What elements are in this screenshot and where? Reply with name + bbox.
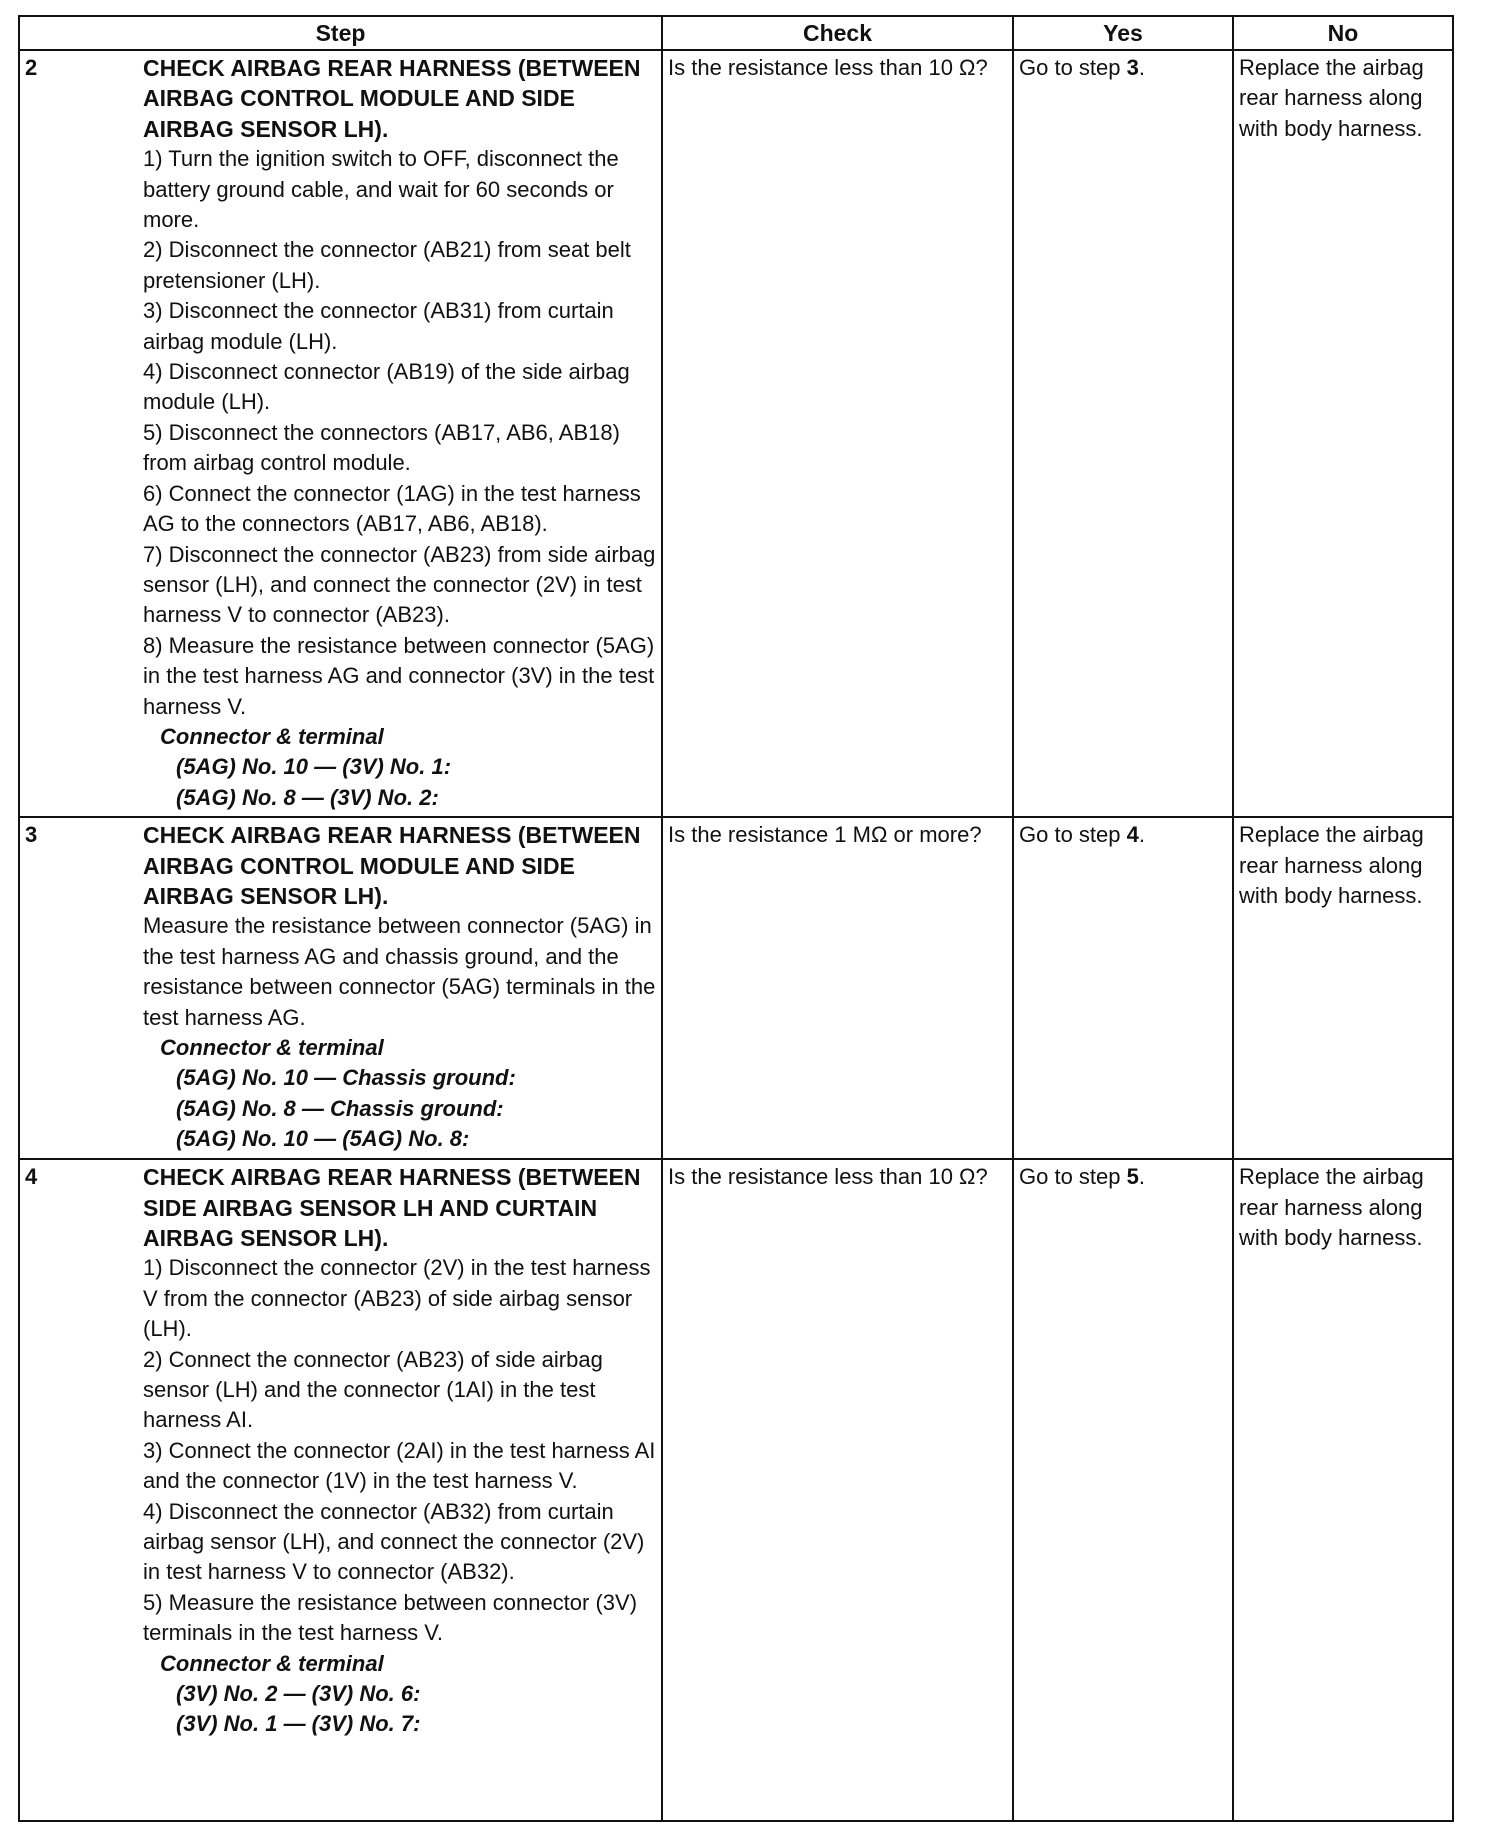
step-instruction: 2) Disconnect the connector (AB21) from seat belt pretensioner (LH). [143, 237, 631, 293]
step-instruction: 5) Disconnect the connectors (AB17, AB6, AB18) from airbag control module. [143, 419, 620, 476]
connector-terminal: (3V) No. 1 — (3V) No. 7: [176, 1711, 421, 1737]
step-number: 4 [25, 1164, 38, 1190]
yes-cell [1013, 50, 1233, 817]
step-instruction: 3) Disconnect the connector (AB31) from curtain airbag module (LH). [143, 298, 614, 354]
check-question: Is the resistance 1 MΩ or more? [668, 822, 982, 848]
yes-step-number: 5 [1126, 1164, 1139, 1190]
yes-cell [1013, 817, 1233, 1159]
step-body [143, 1162, 656, 1740]
connector-terminal: (5AG) No. 8 — (3V) No. 2: [176, 784, 439, 810]
step-cell [19, 1159, 662, 1821]
connector-terminal: (5AG) No. 8 — Chassis ground: [176, 1095, 504, 1121]
connector-terminal: (5AG) No. 10 — (3V) No. 1: [176, 754, 452, 780]
step-body [143, 820, 656, 1154]
step-title: CHECK AIRBAG REAR HARNESS (BETWEEN SIDE AIRBAG SENSOR LH AND CURTAIN AIRBAG SENSOR LH). [143, 1164, 641, 1251]
connector-terminal: (3V) No. 2 — (3V) No. 6: [176, 1681, 421, 1707]
step-title: CHECK AIRBAG REAR HARNESS (BETWEEN AIRBAG CONTROL MODULE AND SIDE AIRBAG SENSOR LH). [143, 822, 641, 909]
step-cell [19, 50, 662, 817]
connector-heading: Connector & terminal [160, 1650, 384, 1676]
step-instruction: 5) Measure the resistance between connector (3V) terminals in the test harness V. [143, 1589, 638, 1646]
yes-step-number: 4 [1126, 822, 1139, 848]
step-instruction: 1) Disconnect the connector (2V) in the test harness V from the connector (AB23) of side airbag sensor (LH). [143, 1255, 651, 1342]
header-yes: Yes [1013, 16, 1233, 50]
yes-step-number: 3 [1126, 55, 1139, 80]
step-instruction: 4) Disconnect connector (AB19) of the side airbag module (LH). [143, 359, 630, 415]
step-body [143, 53, 656, 813]
table-row [19, 817, 1453, 1159]
connector-heading: Connector & terminal [160, 1035, 384, 1060]
step-number: 3 [25, 822, 38, 848]
step-instruction: 7) Disconnect the connector (AB23) from side airbag sensor (LH), and connect the connector (2V) in test harness V to connector (AB23). [143, 541, 656, 628]
step-instruction: 2) Connect the connector (AB23) of side airbag sensor (LH) and the connector (1AI) in the test harness AI. [143, 1346, 603, 1433]
header-step: Step [19, 16, 662, 50]
step-instruction: Measure the resistance between connector (5AG) in the test harness AG and chassis ground, and the resistance between connector (5AG) terminals in the test harness AG. [143, 913, 656, 1030]
check-question: Is the resistance less than 10 Ω? [668, 1164, 988, 1190]
step-instruction: 4) Disconnect the connector (AB32) from curtain airbag sensor (LH), and connect the connector (2V) in test harness V to connector (AB32). [143, 1498, 645, 1585]
no-action: Replace the airbag rear harness along with body harness. [1239, 55, 1424, 141]
connector-terminal: (5AG) No. 10 — (5AG) No. 8: [176, 1126, 470, 1152]
connector-terminal: (5AG) No. 10 — Chassis ground: [176, 1065, 516, 1091]
step-cell [19, 817, 662, 1159]
step-instruction: 1) Turn the ignition switch to OFF, disconnect the battery ground cable, and wait for 60 seconds or more. [143, 146, 619, 233]
step-number: 2 [25, 55, 38, 80]
check-question: Is the resistance less than 10 Ω? [668, 55, 988, 80]
step-instruction: 6) Connect the connector (1AG) in the test harness AG to the connectors (AB17, AB6, AB18). [143, 480, 641, 537]
step-instruction: 3) Connect the connector (2AI) in the test harness AI and the connector (1V) in the test harness V. [143, 1437, 656, 1494]
connector-heading: Connector & terminal [160, 723, 384, 749]
yes-suffix: . [1138, 822, 1145, 848]
yes-suffix: . [1138, 55, 1145, 80]
header-check: Check [662, 16, 1013, 50]
no-action: Replace the airbag rear harness along with body harness. [1239, 1164, 1424, 1250]
table-row [19, 50, 1453, 817]
no-action: Replace the airbag rear harness along with body harness. [1239, 822, 1424, 908]
check-cell [662, 817, 1013, 1159]
check-cell [662, 1159, 1013, 1821]
yes-prefix: Go to step [1019, 822, 1127, 848]
yes-suffix: . [1138, 1164, 1145, 1190]
no-cell [1233, 1159, 1453, 1821]
no-cell [1233, 50, 1453, 817]
no-cell [1233, 817, 1453, 1159]
header-row [19, 16, 1453, 50]
header-no: No [1233, 16, 1453, 50]
yes-prefix: Go to step [1019, 1164, 1127, 1190]
check-cell [662, 50, 1013, 817]
step-title: CHECK AIRBAG REAR HARNESS (BETWEEN AIRBAG CONTROL MODULE AND SIDE AIRBAG SENSOR LH). [143, 55, 641, 142]
yes-cell [1013, 1159, 1233, 1821]
step-instruction: 8) Measure the resistance between connector (5AG) in the test harness AG and connector (3V) in the test harness V. [143, 632, 655, 719]
table-row [19, 1159, 1453, 1821]
diagnostic-table [18, 15, 1454, 1822]
yes-prefix: Go to step [1019, 55, 1127, 80]
